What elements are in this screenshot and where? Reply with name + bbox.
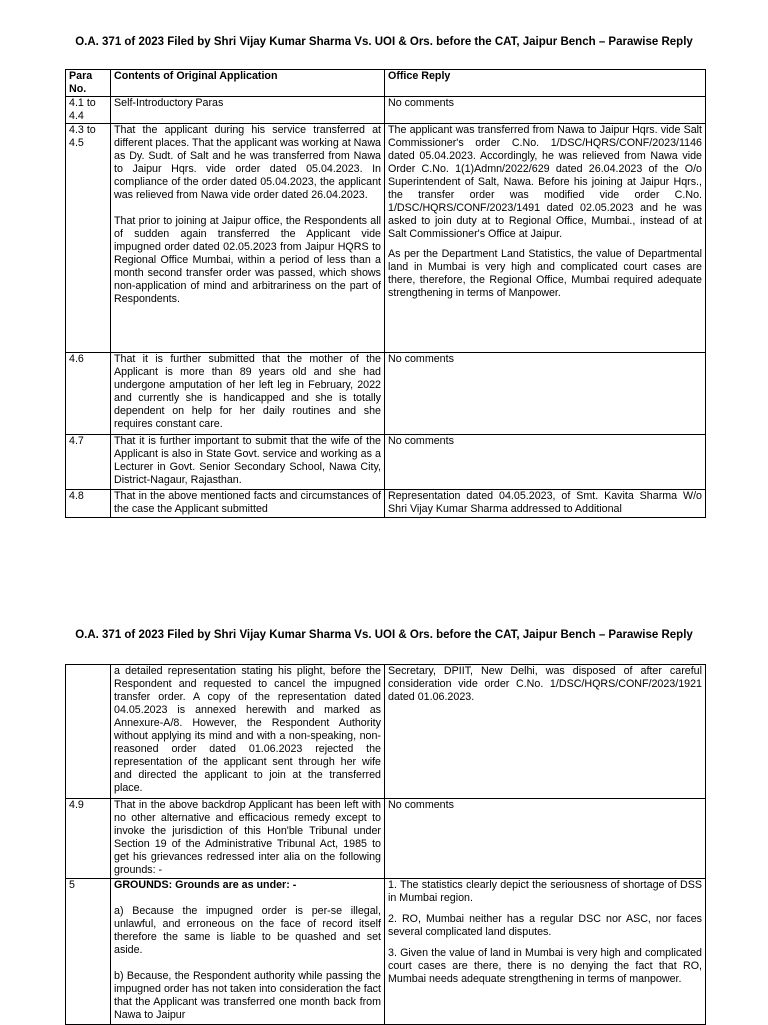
table-row: [66, 799, 706, 879]
contents-cell: [111, 490, 385, 518]
column-header-reply: Office Reply: [385, 70, 706, 97]
para-number: 5: [66, 879, 111, 1025]
contents-paragraph: That in the above mentioned facts and circumstances of the case the Applicant submitted: [114, 490, 381, 515]
contents-cell: [111, 353, 385, 435]
parawise-reply-table: [65, 69, 706, 518]
contents-paragraph: That it is further submitted that the mother of the Applicant is more than 89 years old and she had undergone amputation of her left leg in February, 2022 and currently she is handicapped and she is totally dependent on help for her daily routines and she requires constant care.: [114, 353, 381, 430]
contents-cell: [111, 124, 385, 353]
table-row: [66, 490, 706, 518]
table-header-row: [66, 70, 706, 97]
grounds-heading: GROUNDS: Grounds are as under: -: [114, 879, 297, 891]
reply-cell: [385, 435, 706, 490]
table-row: [66, 879, 706, 1025]
para-number: 4.6: [66, 353, 111, 435]
reply-paragraph: No comments: [388, 353, 454, 365]
contents-cell: [111, 435, 385, 490]
contents-paragraph: b) Because, the Respondent authority while passing the impugned order has not taken into consideration the fact that the Applicant was transferred one month back from Nawa to Jaipur: [114, 970, 381, 1021]
reply-paragraph: Secretary, DPIIT, New Delhi, was disposed of after careful consideration vide order C.No. 1/DSC/HQRS/CONF/2023/1921 dated 01.06.2023.: [388, 665, 702, 703]
table-row: [66, 353, 706, 435]
contents-paragraph: Self-Introductory Paras: [114, 97, 224, 109]
table-row: [66, 97, 706, 124]
para-number: 4.9: [66, 799, 111, 879]
para-number: 4.8: [66, 490, 111, 518]
reply-cell: [385, 799, 706, 879]
reply-paragraph: No comments: [388, 799, 454, 811]
para-number: 4.3 to 4.5: [66, 124, 111, 353]
reply-paragraph: No comments: [388, 97, 454, 109]
table-row: [66, 435, 706, 490]
contents-paragraph: a) Because the impugned order is per-se illegal, unlawful, and erroneous on the face of record itself therefore the same is liable to be quashed and set aside.: [114, 905, 381, 956]
page-header: O.A. 371 of 2023 Filed by Shri Vijay Kumar Sharma Vs. UOI & Ors. before the CAT, Jaipur Bench – Parawise Reply: [75, 36, 693, 48]
reply-paragraph: 1. The statistics clearly depict the seriousness of shortage of DSS in Mumbai region.: [388, 879, 702, 904]
contents-paragraph: That the applicant during his service transferred at different places. That the applicant was working at Nawa as Dy. Sudt. of Salt and he was transferred from Nawa to Jaipur Hqrs. vide order dated 05.04.2023. In compliance of the order dated 05.04.2023, the applicant was relieved from Nawa vide order dated 26.04.2023.: [114, 124, 381, 201]
column-header-contents: Contents of Original Application: [111, 70, 385, 97]
reply-paragraph: Representation dated 04.05.2023, of Smt. Kavita Sharma W/o Shri Vijay Kumar Sharma addressed to Additional: [388, 490, 702, 515]
reply-cell: [385, 879, 706, 1025]
reply-paragraph: The applicant was transferred from Nawa to Jaipur Hqrs. vide Salt Commissioner's order C.No. 1/DSC/HQRS/CONF/2023/1146 dated 05.04.2023. Accordingly, he was relieved from Nawa vide Order C.No. 1(1)Admn/2022/629 dated 26.04.2023 of the O/o Superintendent of Salt, Nawa. Before his joining at Jaipur Hqrs., the transfer order was modified vide order C.No. 1/DSC/HQRS/CONF/2023/1491 dated 02.05.2023 and he was asked to join duty at to Regional Office, Mumbai., instead of at Salt Commissioner's Office at Jaipur.: [388, 124, 702, 240]
contents-cell: [111, 799, 385, 879]
contents-cell: [111, 97, 385, 124]
reply-cell: [385, 124, 706, 353]
reply-paragraph: 3. Given the value of land in Mumbai is very high and complicated court cases are there, there is no denying the fact that RO, Mumbai needs adequate strengthening in terms of manpower.: [388, 947, 702, 985]
contents-cell: [111, 879, 385, 1025]
reply-cell: [385, 353, 706, 435]
contents-paragraph: That in the above backdrop Applicant has been left with no other alternative and efficacious remedy except to invoke the jurisdiction of this Hon'ble Tribunal under Section 19 of the Administrative Tribunal Act, 1985 to get his grievances redressed inter alia on the following grounds: -: [114, 799, 381, 876]
column-header-para: Para No.: [66, 70, 111, 97]
table-row: [66, 665, 706, 799]
para-number: [66, 665, 111, 799]
para-number: 4.1 to 4.4: [66, 97, 111, 124]
reply-paragraph: 2. RO, Mumbai neither has a regular DSC nor ASC, nor faces several complicated land disputes.: [388, 913, 702, 938]
page-header: O.A. 371 of 2023 Filed by Shri Vijay Kumar Sharma Vs. UOI & Ors. before the CAT, Jaipur Bench – Parawise Reply: [75, 629, 693, 641]
contents-cell: [111, 665, 385, 799]
reply-paragraph: No comments: [388, 435, 454, 447]
contents-paragraph: That it is further important to submit that the wife of the Applicant is also in State Govt. service and working as a Lecturer in Govt. Senior Secondary School, Nawa City, District-Nagaur, Rajasthan.: [114, 435, 381, 486]
parawise-reply-table-continued: [65, 664, 706, 1025]
reply-cell: [385, 490, 706, 518]
reply-cell: [385, 97, 706, 124]
contents-paragraph: That prior to joining at Jaipur office, the Respondents all of sudden again transferred the Applicant vide impugned order dated 02.05.2023 from Jaipur HQRS to Regional Office Mumbai, within a period of less than a month second transfer order was passed, which shows non-application of mind and arbitrariness on the part of Respondents.: [114, 215, 381, 305]
reply-paragraph: As per the Department Land Statistics, the value of Departmental land in Mumbai is very high and complicated court cases are there, therefore, the Regional Office, Mumbai required adequate strengthening in terms of Manpower.: [388, 248, 702, 299]
contents-paragraph: a detailed representation stating his plight, before the Respondent and requested to cancel the impugned transfer order. A copy of the representation dated 04.05.2023 is annexed herewith and marked as Annexure-A/8. However, the Respondent Authority without applying its mind and with a non-speaking, non-reasoned order dated 01.06.2023 rejected the representation of the applicant sent through her wife and directed the applicant to join at the transferred place.: [114, 665, 381, 794]
reply-cell: [385, 665, 706, 799]
para-number: 4.7: [66, 435, 111, 490]
table-row: [66, 124, 706, 353]
